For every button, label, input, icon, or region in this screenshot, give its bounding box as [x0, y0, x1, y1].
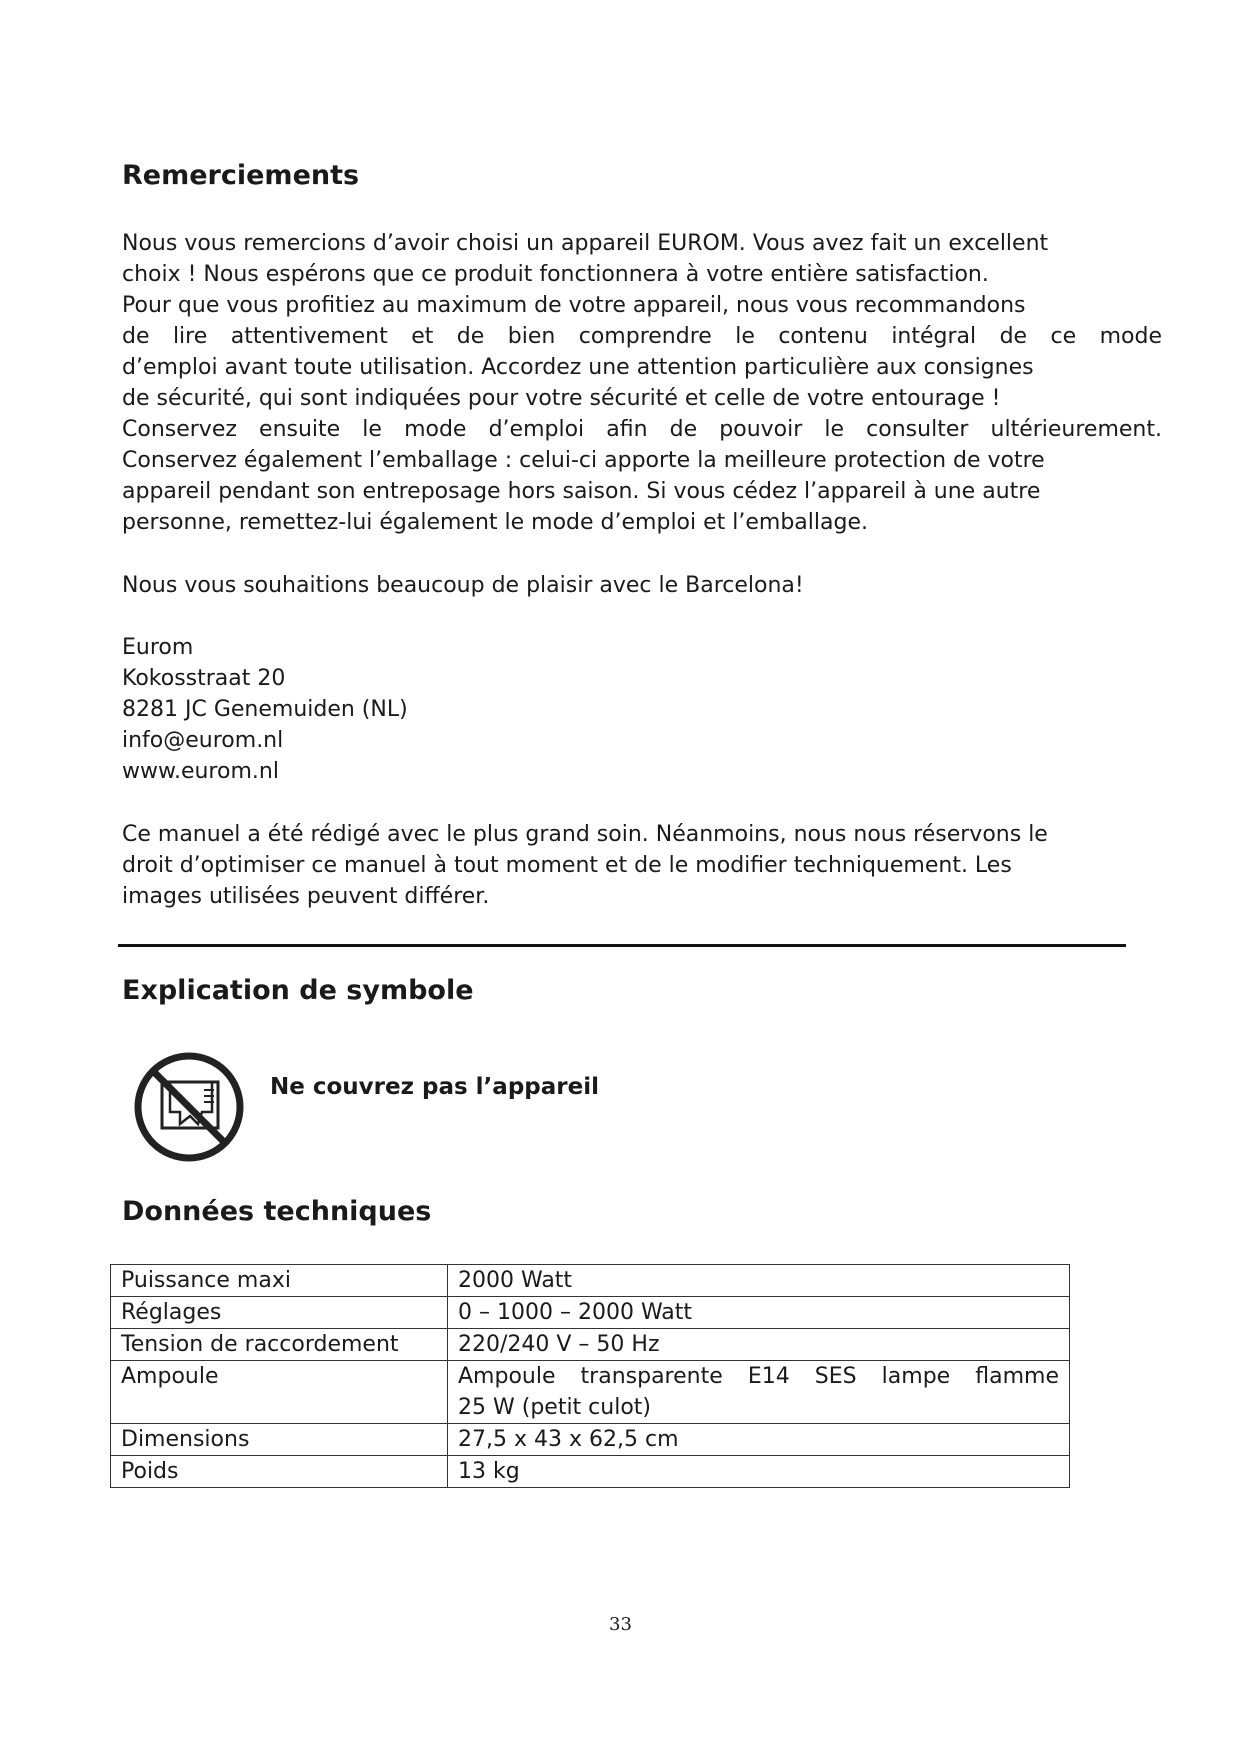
text-line: Pour que vous profitiez au maximum de votre appareil, nous vous recommandons [122, 293, 1026, 318]
table-cell-value [448, 1456, 1070, 1488]
text-line: images utilisées peuvent différer. [122, 884, 490, 909]
value-line: 27,5 x 43 x 62,5 cm [458, 1427, 679, 1452]
company-address [122, 632, 1162, 787]
table-cell-key: Réglages [111, 1297, 448, 1329]
table-row [111, 1424, 1070, 1456]
value-line: 25 W (petit culot) [458, 1395, 651, 1420]
text-line: droit d’optimiser ce manuel à tout moment et de le modifier techniquement. Les [122, 853, 1012, 878]
company-name: Eurom [122, 635, 194, 660]
table-cell-key: Poids [111, 1456, 448, 1488]
technical-data-table [110, 1264, 1070, 1488]
value-line: Ampoule transparente E14 SES lampe flamme [458, 1364, 1059, 1389]
technical-heading: Données techniques [122, 1196, 432, 1227]
value-line: 2000 Watt [458, 1268, 573, 1293]
text-line: Conservez également l’emballage : celui-ci apporte la meilleure protection de votre [122, 448, 1045, 473]
table-cell-value [448, 1424, 1070, 1456]
text-line: personne, remettez-lui également le mode d’emploi et l’emballage. [122, 510, 868, 535]
email-link[interactable]: info@eurom.nl [122, 728, 284, 753]
disclaimer-paragraph [122, 819, 1162, 912]
page-number: 33 [609, 1614, 632, 1635]
postal-city: 8281 JC Genemuiden (NL) [122, 697, 408, 722]
text-line: appareil pendant son entreposage hors saison. Si vous cédez l’appareil à une autre [122, 479, 1041, 504]
symbols-heading: Explication de symbole [122, 975, 474, 1006]
text-line: choix ! Nous espérons que ce produit fonctionnera à votre entière satisfaction. [122, 262, 989, 287]
table-cell-key: Tension de raccordement [111, 1329, 448, 1361]
text-line: de lire attentivement et de bien comprendre le contenu intégral de ce mode [122, 324, 1162, 349]
thanks-paragraph [122, 228, 1162, 538]
symbol-label: Ne couvrez pas l’appareil [270, 1074, 599, 1100]
table-row [111, 1265, 1070, 1297]
table-cell-value [448, 1265, 1070, 1297]
value-line: 0 – 1000 – 2000 Watt [458, 1300, 693, 1325]
table-row [111, 1361, 1070, 1424]
table-cell-key: Puissance maxi [111, 1265, 448, 1297]
text-line: Ce manuel a été rédigé avec le plus grand soin. Néanmoins, nous nous réservons le [122, 822, 1048, 847]
website-link[interactable]: www.eurom.nl [122, 759, 279, 784]
wish-text: Nous vous souhaitions beaucoup de plaisir avec le Barcelona! [122, 573, 804, 598]
text-line: Conservez ensuite le mode d’emploi afin de pouvoir le consulter ultérieurement. [122, 417, 1162, 442]
table-cell-key: Ampoule [111, 1361, 448, 1424]
table-row [111, 1329, 1070, 1361]
section-divider [118, 944, 1126, 947]
value-line: 13 kg [458, 1459, 520, 1484]
value-line: 220/240 V – 50 Hz [458, 1332, 660, 1357]
text-line: d’emploi avant toute utilisation. Accordez une attention particulière aux consignes [122, 355, 1034, 380]
do-not-cover-icon [132, 1050, 246, 1164]
table-row [111, 1297, 1070, 1329]
table-cell-value [448, 1329, 1070, 1361]
thanks-heading: Remerciements [122, 160, 360, 191]
table-cell-key: Dimensions [111, 1424, 448, 1456]
text-line: de sécurité, qui sont indiquées pour votre sécurité et celle de votre entourage ! [122, 386, 1001, 411]
table-cell-value [448, 1361, 1070, 1424]
table-row [111, 1456, 1070, 1488]
text-line: Nous vous remercions d’avoir choisi un appareil EUROM. Vous avez fait un excellent [122, 231, 1049, 256]
table-cell-value [448, 1297, 1070, 1329]
street-address: Kokosstraat 20 [122, 666, 286, 691]
